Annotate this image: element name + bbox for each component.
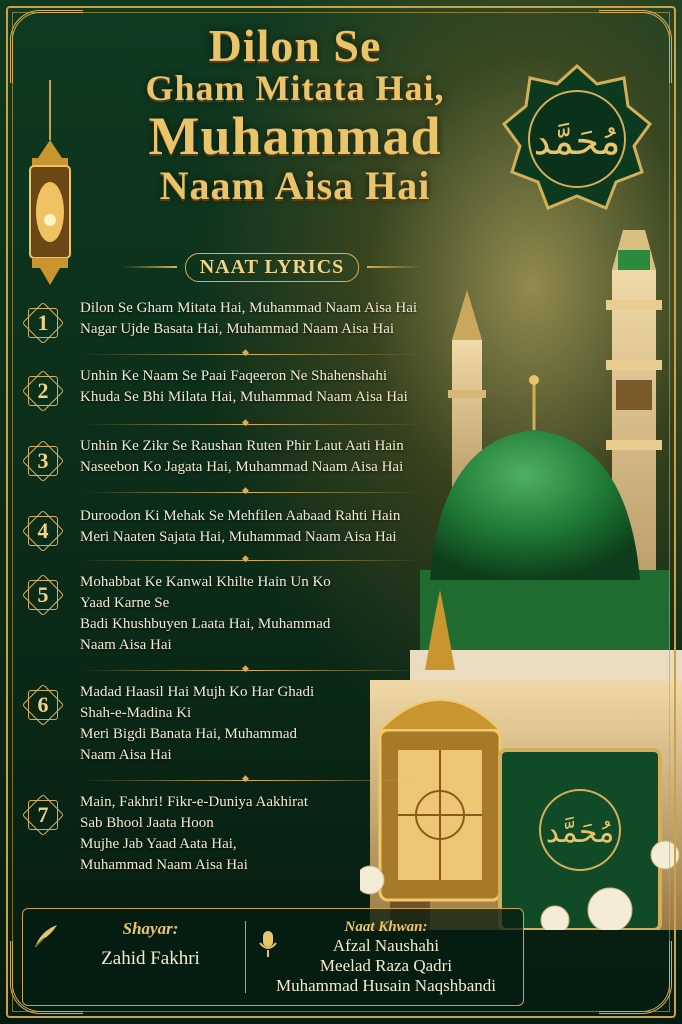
divider — [82, 670, 422, 671]
divider — [82, 354, 422, 355]
naat-khwan-name: Muhammad Husain Naqshbandi — [275, 976, 497, 995]
naat-khwan-name: Meelad Raza Qadri — [319, 956, 453, 975]
title-line-3: Muhammad — [148, 106, 442, 167]
naat-lyrics-label — [122, 252, 422, 282]
footer-divider — [245, 921, 246, 993]
book-illustration — [500, 750, 660, 930]
verse-text: Unhin Ke Zikr Se Raushan Ruten Phir Laut Aati Hain Naseebon Ko Jagata Hai, Muhammad Naam Aisa Hai — [80, 438, 404, 475]
verse-number-badge: 7 — [24, 796, 62, 834]
title-line-1: Dilon Se — [208, 20, 382, 71]
title-line-2: Gham Mitata Hai, — [145, 68, 445, 109]
verse-number-badge: 5 — [24, 576, 62, 614]
verse-text: Madad Haasil Hai Mujh Ko Har Ghadi Shah-e-Madina Ki Meri Bigdi Banata Hai, Muhammad Naam Aisa Hai — [80, 684, 315, 763]
verse-number-badge: 4 — [24, 512, 62, 550]
naat-khwan-section — [251, 919, 521, 996]
verse-number-badge: 6 — [24, 686, 62, 724]
corner-ornament — [10, 10, 83, 83]
divider — [82, 424, 422, 425]
verse-number-badge: 2 — [24, 372, 62, 410]
naat-khwan-name: Afzal Naushahi — [332, 936, 440, 955]
corner-ornament — [10, 941, 83, 1014]
verse-text: Main, Fakhri! Fikr-e-Duniya Aakhirat Sab Bhool Jaata Hoon Mujhe Jab Yaad Aata Hai, Muhammad Naam Aisa Hai — [80, 794, 308, 873]
divider — [82, 780, 422, 781]
credits-footer — [22, 908, 524, 1006]
shayar-label: Shayar: — [122, 919, 179, 938]
verse-text: Duroodon Ki Mehak Se Mehfilen Aabaad Rahti Hain Meri Naaten Sajata Hai, Muhammad Naam Aisa Hai — [80, 508, 401, 545]
verse-text: Mohabbat Ke Kanwal Khilte Hain Un Ko Yaad Karne Se Badi Khushbuyen Laata Hai, Muhammad Naam Aisa Hai — [80, 574, 331, 653]
svg-text:مُحَمَّد: مُحَمَّد — [545, 815, 615, 850]
svg-text:مُحَمَّد: مُحَمَّد — [533, 119, 621, 163]
corner-ornament — [599, 941, 672, 1014]
shayar-section — [63, 919, 238, 969]
naat-khwan-label: Naat Khwan: — [344, 919, 428, 935]
verse-text: Dilon Se Gham Mitata Hai, Muhammad Naam Aisa Hai Nagar Ujde Basata Hai, Muhammad Naam Aisa Hai — [80, 300, 418, 337]
verse-number-badge: 3 — [24, 442, 62, 480]
verse-text: Unhin Ke Naam Se Paai Faqeeron Ne Shahenshahi Khuda Se Bhi Milata Hai, Muhammad Naam Aisa Hai — [80, 368, 408, 405]
calligraphy-medallion — [502, 64, 652, 214]
divider — [82, 560, 422, 561]
naat-lyrics-text: NAAT LYRICS — [185, 253, 360, 282]
title-line-4: Naam Aisa Hai — [159, 162, 431, 208]
corner-ornament — [599, 10, 672, 83]
microphone-icon — [257, 929, 279, 959]
page-title — [90, 22, 500, 207]
verse-number-badge: 1 — [24, 304, 62, 342]
divider — [82, 492, 422, 493]
lantern-icon — [20, 80, 80, 290]
shayar-name: Zahid Fakhri — [101, 948, 200, 969]
